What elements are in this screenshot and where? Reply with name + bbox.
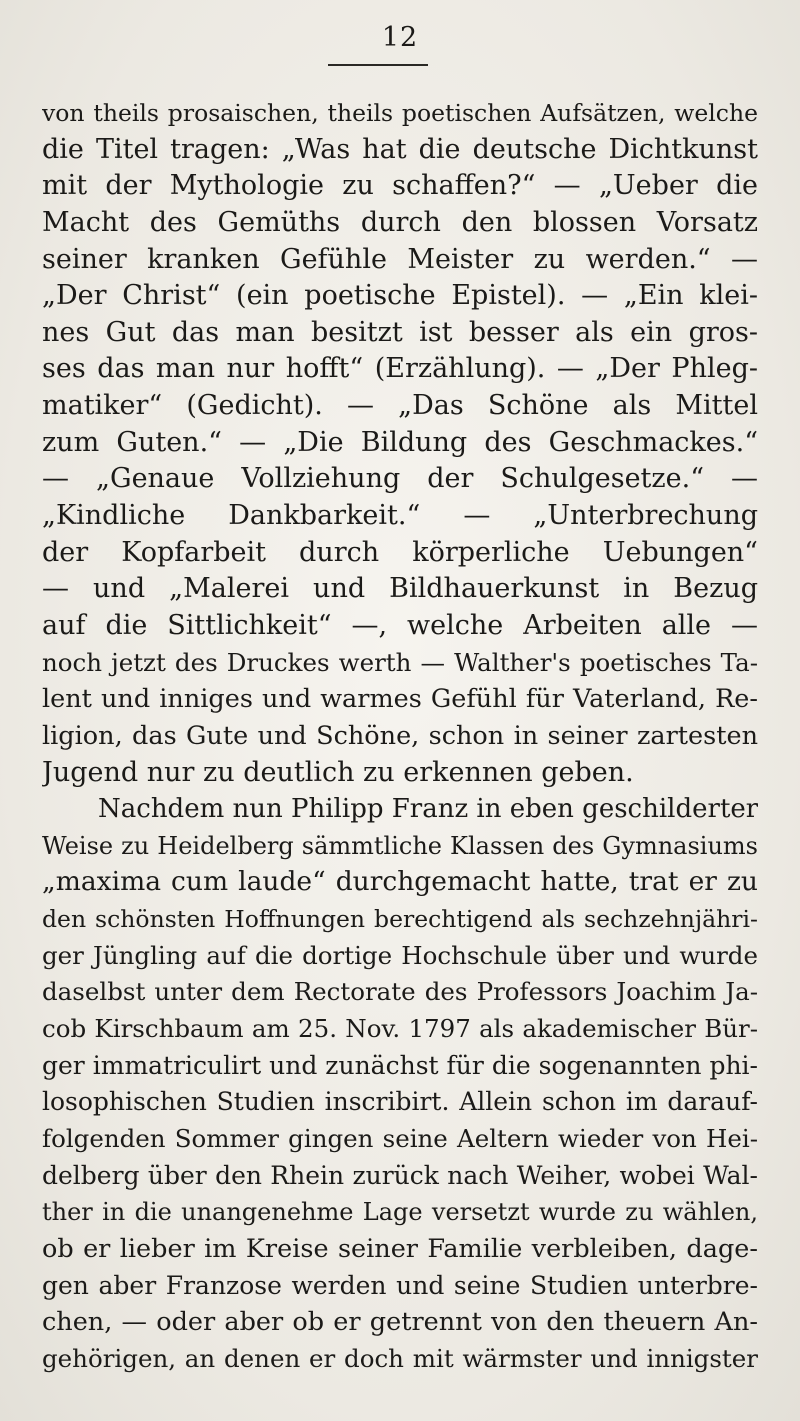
text-line: Jugend nur zu deutlich zu erkennen geben. <box>42 756 634 788</box>
text-line: lent und inniges und warmes Gefühl für Vaterland, Re- <box>42 684 758 715</box>
text-line: cob Kirschbaum am 25. Nov. 1797 als akademischer Bür- <box>42 1014 758 1044</box>
text-line: ligion, das Gute und Schöne, schon in seiner zartesten <box>42 720 758 751</box>
text-line: — und „Malerei und Bildhauerkunst in Bezug <box>42 573 758 605</box>
text-line: ob er lieber im Kreise seiner Familie verbleiben, dage- <box>42 1233 758 1264</box>
text-line: „Der Christ“ (ein poetische Epistel). — „Ein klei- <box>42 280 758 312</box>
text-line: — „Genaue Vollziehung der Schulgesetze.“ — <box>42 463 758 495</box>
text-line: delberg über den Rhein zurück nach Weiher, wobei Wal- <box>42 1160 758 1190</box>
text-line: Weise zu Heidelberg sämmtliche Klassen des Gymnasiums <box>42 831 758 860</box>
text-line: losophischen Studien inscribirt. Allein schon im darauf- <box>42 1087 758 1117</box>
text-line: matiker“ (Gedicht). — „Das Schöne als Mittel <box>42 390 758 422</box>
text-line: chen, — oder aber ob er getrennt von den theuern An- <box>42 1307 758 1338</box>
text-line: ger Jüngling auf die dortige Hochschule über und wurde <box>42 940 758 970</box>
text-line: folgenden Sommer gingen seine Aeltern wieder von Hei- <box>42 1123 758 1153</box>
text-line: ger immatriculirt und zunächst für die sogenannten phi- <box>42 1050 758 1080</box>
body-text <box>42 95 758 1377</box>
text-line: Nachdem nun Philipp Franz in eben geschilderter <box>98 794 758 825</box>
text-line: ther in die unangenehme Lage versetzt wurde zu wählen, <box>42 1198 758 1227</box>
text-line: gehörigen, an denen er doch mit wärmster und innigster <box>42 1343 758 1373</box>
text-line: der Kopfarbeit durch körperliche Uebungen“ <box>42 536 758 568</box>
text-line: die Titel tragen: „Was hat die deutsche Dichtkunst <box>42 133 758 165</box>
header-rule <box>328 64 428 66</box>
text-line: noch jetzt des Druckes werth — Walther's poetisches Ta- <box>42 647 758 677</box>
text-line: seiner kranken Gefühle Meister zu werden.“ — <box>42 243 758 275</box>
text-line: zum Guten.“ — „Die Bildung des Geschmackes.“ <box>42 426 758 458</box>
text-line: den schönsten Hoffnungen berechtigend als sechzehnjähri- <box>42 905 758 934</box>
text-line: daselbst unter dem Rectorate des Professors Joachim Ja- <box>42 977 758 1007</box>
text-line: nes Gut das man besitzt ist besser als ein gros- <box>42 316 758 348</box>
text-line: von theils prosaischen, theils poetischen Aufsätzen, welche <box>42 99 758 127</box>
text-line: Macht des Gemüths durch den blossen Vorsatz <box>42 206 758 238</box>
text-line: „maxima cum laude“ durchgemacht hatte, trat er zu <box>42 866 758 898</box>
text-line: auf die Sittlichkeit“ —, welche Arbeiten alle — <box>42 609 758 641</box>
text-line: gen aber Franzose werden und seine Studien unterbre- <box>42 1270 758 1300</box>
page-number: 12 <box>381 22 419 53</box>
text-line: mit der Mythologie zu schaffen?“ — „Ueber die <box>42 170 758 202</box>
text-line: „Kindliche Dankbarkeit.“ — „Unterbrechung <box>42 500 758 532</box>
text-line: ses das man nur hofft“ (Erzählung). — „Der Phleg- <box>42 353 758 385</box>
